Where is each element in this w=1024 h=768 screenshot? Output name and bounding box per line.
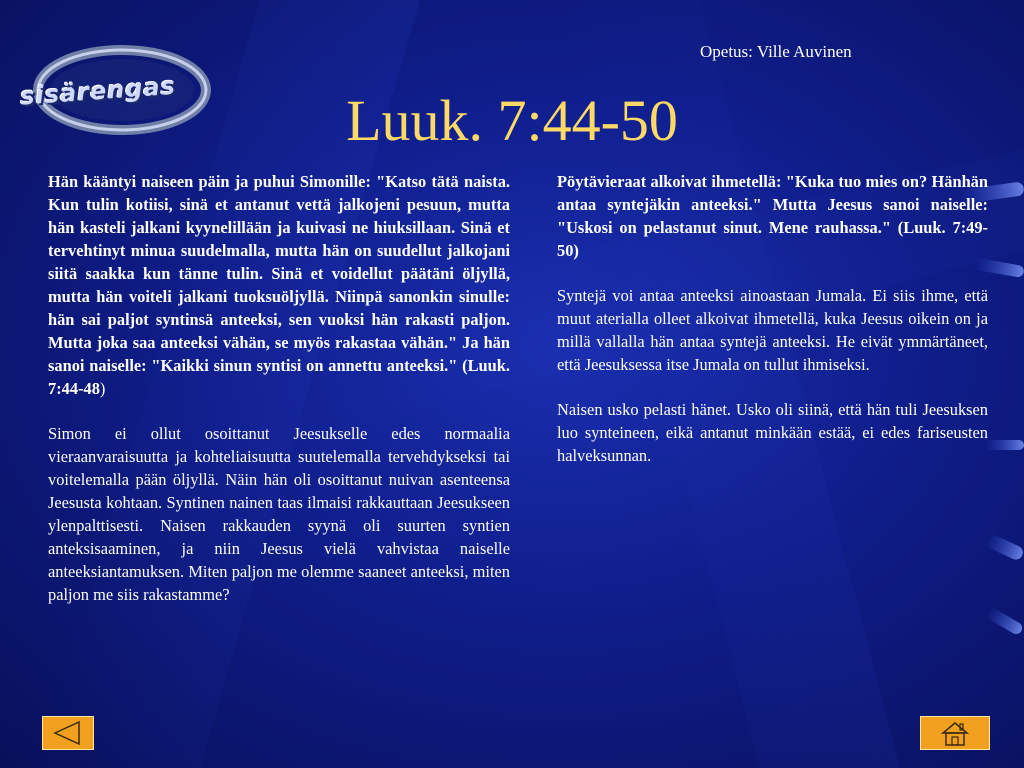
quote-end: ) [99,379,106,398]
house-icon [921,717,989,749]
logo-text: sisärengas [19,71,177,111]
bible-quote-right: Pöytävieraat alkoivat ihmetellä: "Kuka tuo mies on? Hänhän antaa syntejäkin anteeksi." Mutta Jeesus sanoi naiselle: "Uskosi on pelastanut sinut. Mene rauhassa." (Luuk. 7:49-50) [557,172,988,260]
bible-quote-left [48,170,510,400]
page-title: Luuk. 7:44-50 [346,88,678,153]
right-column [557,170,988,489]
author-label: Opetus: Ville Auvinen [700,42,852,61]
quote-text: Hän kääntyi naiseen päin ja puhui Simonille: "Katso tätä naista. Kun tulin kotiisi, sinä et antanut vettä jalkojeni pesuun, mutta hän kasteli jalkani kyynelillään ja kuivasi ne hiuksillaan. Sinä et tervehtinyt minua suudelmalla, mutta hän on suudellut jalkojani siitä saakka kun tänne tulin. Sinä et voidellut päätäni öljyllä, mutta hän voiteli jalkani tuoksuöljyllä. Niinpä sanonkin sinulle: hän sai paljot syntinsä anteeksi, sen vuoksi hän rakasti paljon. Mutta joka saa anteeksi vähän, se myös rakastaa vähän." Ja hän sanoi naiselle: "Kaikki sinun syntisi on annettu anteeksi." (Luuk. 7:44-48 [48,172,510,398]
commentary-paragraph: Simon ei ollut osoittanut Jeesukselle edes normaalia vieraanvaraisuutta ja kohteliaisuutta suutelemalla tervehdykseksi tai voitelemalla pään öljyllä. Näin hän oli osoittanut nuivan asenteensa Jeesusta kohtaan. Syntinen nainen taas ilmaisi rakkauttaan Jeesukseen ylenpalttisesti. Naisen rakkauden syynä oli suurten syntien anteksisaaminen, ja niin Jeesus vielä vahvistaa naiselle anteeksiantamuksen. Miten paljon me olemme saaneet anteeksi, miten paljon me siis rakastamme? [48,424,510,604]
home-button[interactable] [920,716,990,750]
back-button[interactable] [42,716,94,750]
commentary-paragraph-2: Naisen usko pelasti hänet. Usko oli siinä, että hän tuli Jeesuksen luo synteineen, eikä antanut minkään estää, ei edes fariseusten halveksunnan. [557,400,988,465]
left-column [48,170,510,628]
triangle-left-icon [43,717,93,749]
commentary-paragraph-1: Syntejä voi antaa anteeksi ainoastaan Jumala. Ei siis ihme, että muut aterialla olleet alkoivat ihmetellä, kuka Jeesus oikein on ja millä vallalla hän antaa syntejä anteeksi. He eivät ymmärtäneet, että Jeesuksessa itse Jumala on tullut ihmiseksi. [557,286,988,374]
